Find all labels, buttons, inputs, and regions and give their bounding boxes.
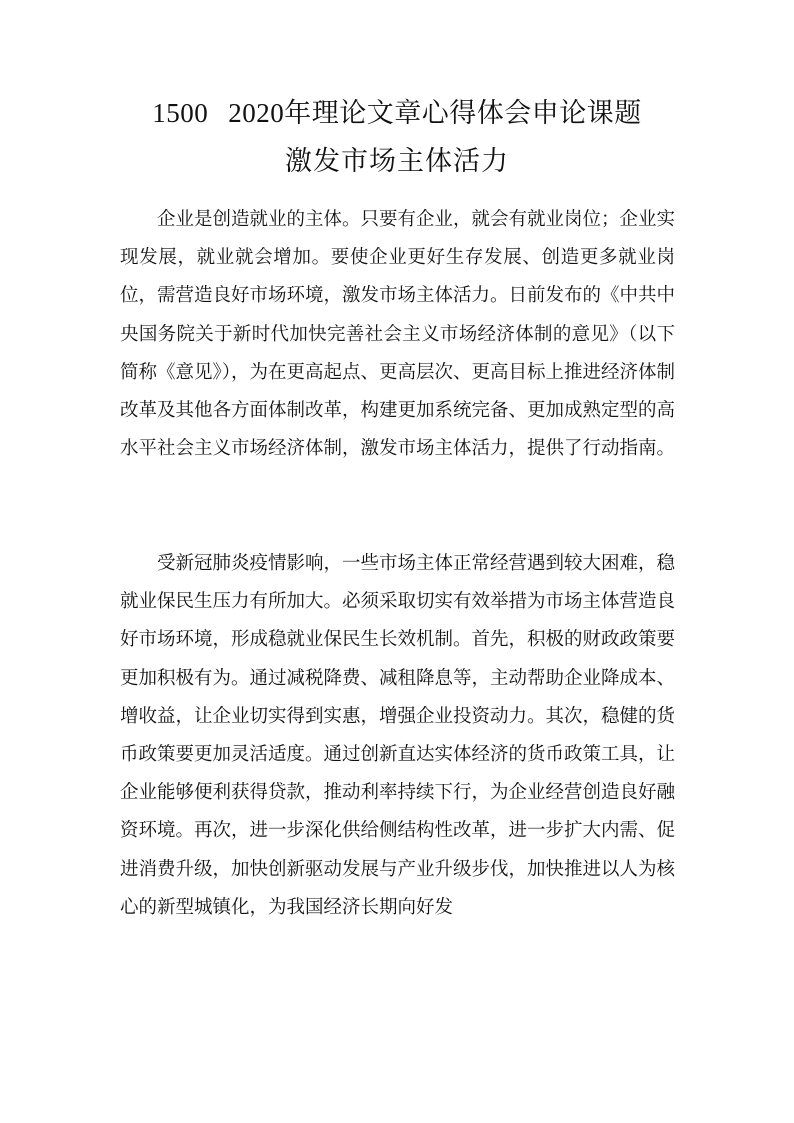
title-text: 年理论文章心得体会申论课题 [284,98,642,129]
body-paragraph-2-block [120,545,675,927]
title-year: 2020 [228,98,285,128]
body-paragraph-1-block [120,201,675,468]
document-subtitle: 激发市场主体活力 [285,146,509,177]
document-title [0,100,794,127]
body-paragraph: 企业是创造就业的主体。只要有企业，就会有就业岗位；企业实现发展，就业就会增加。要使企业更好生存发展、创造更多就业岗位，需营造良好市场环境，激发市场主体活力。日前发布的《中共中央国务院关于新时代加快完善社会主义市场经济体制的意见》（以下简称《意见》），为在更高起点、更高层次、更高目标上推进经济体制改革及其他各方面体制改革，构建更加系统完备、更加成熟定型的高水平社会主义市场经济体制，激发市场主体活力，提供了行动指南。 [120,209,676,460]
body-paragraph: 受新冠肺炎疫情影响，一些市场主体正常经营遇到较大困难，稳就业保民生压力有所加大。必须采取切实有效举措为市场主体营造良好市场环境，形成稳就业保民生长效机制。首先，积极的财政政策要更加积极有为。通过减税降费、减租降息等，主动帮助企业降成本、增收益，让企业切实得到实惠，增强企业投资动力。其次，稳健的货币政策要更加灵活适度。通过创新直达实体经济的货币政策工具，让企业能够便利获得贷款，推动利率持续下行，为企业经营创造良好融资环境。再次，进一步深化供给侧结构性改革，进一步扩大内需、促进消费升级，加快创新驱动发展与产业升级步伐，加快推进以人为核心的新型城镇化，为我国经济长期向好发 [120,553,676,918]
title-number: 1500 [152,98,209,128]
